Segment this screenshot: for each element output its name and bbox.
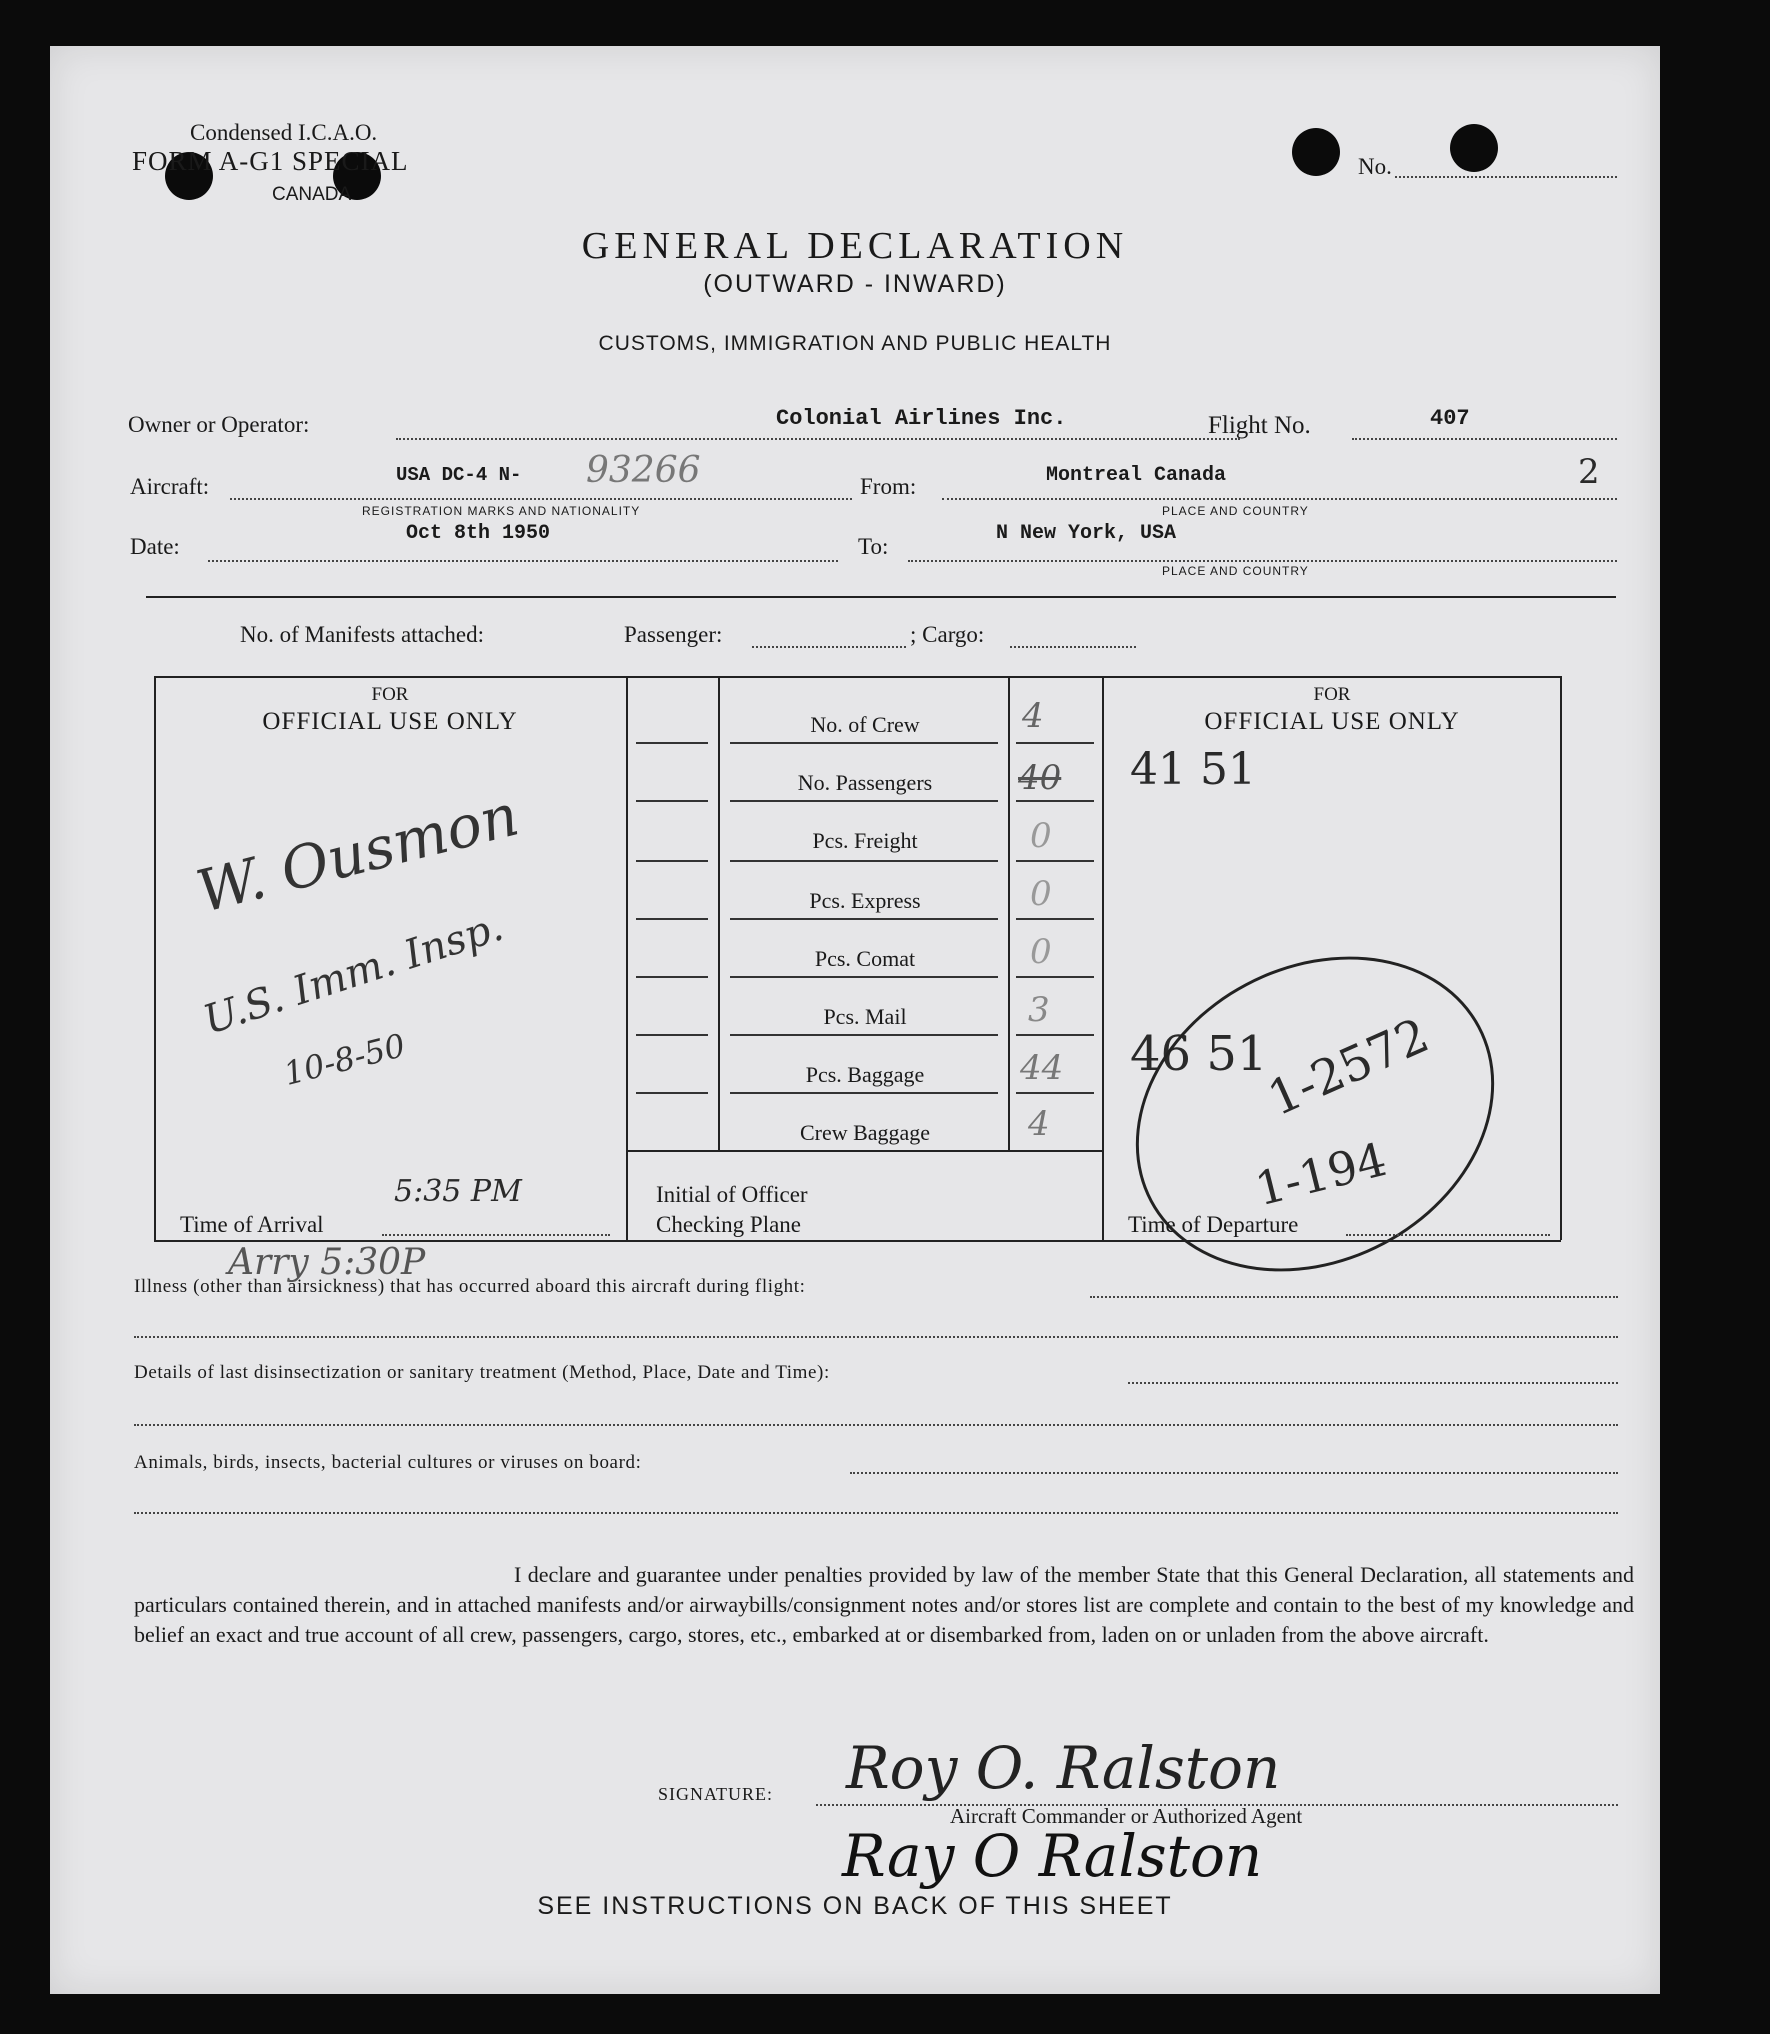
row-line (636, 800, 708, 802)
form-header-line2: FORM A-G1 SPECIAL (132, 146, 409, 176)
initial-officer-line2: Checking Plane (656, 1212, 801, 1237)
date-value: Oct 8th 1950 (406, 522, 551, 545)
form-number-line (1395, 176, 1617, 178)
form-sheet (50, 46, 1660, 1994)
table-divider-4 (1102, 676, 1104, 1240)
signature-value: Roy O. Ralston (846, 1734, 1281, 1802)
from-line (942, 498, 1617, 500)
row-line (636, 742, 708, 744)
time-of-departure-label: Time of Departure (1128, 1212, 1299, 1237)
manifests-label: No. of Manifests attached: (240, 622, 484, 647)
animals-line-2 (134, 1512, 1618, 1514)
flight-label: Flight No. (1208, 412, 1311, 439)
place-caption-to: PLACE AND COUNTRY (1162, 564, 1309, 578)
row-value-crew: 4 (1022, 696, 1044, 736)
initial-officer-line1: Initial of Officer (656, 1182, 808, 1207)
owner-line (396, 438, 1240, 440)
left-header-small: FOR (371, 684, 409, 705)
row-line (730, 860, 998, 862)
oval-line2: 1-194 (1250, 1131, 1392, 1217)
row-value-crew-baggage: 4 (1028, 1104, 1050, 1144)
right-header-small: FOR (1313, 684, 1351, 705)
right-note-baggage: 46 51 (1130, 1026, 1268, 1082)
time-of-arrival-hand: 5:35 PM (394, 1174, 522, 1209)
aircraft-label: Aircraft: (130, 474, 210, 499)
row-value-comat: 0 (1030, 932, 1052, 972)
aircraft-typed: USA DC-4 N- (396, 464, 522, 486)
row-line (730, 1092, 998, 1094)
aircraft-handwritten: 93266 (586, 450, 701, 491)
table-left-border (154, 676, 156, 1240)
row-label-freight: Pcs. Freight (812, 828, 918, 853)
place-caption-from: PLACE AND COUNTRY (1162, 504, 1309, 518)
disinsect-label: Details of last disinsectization or sanitary treatment (Method, Place, Date and Time): (134, 1362, 830, 1383)
from-label: From: (860, 474, 917, 499)
oval-annotation (1080, 896, 1549, 1333)
row-line (636, 1034, 708, 1036)
signature-caption: Aircraft Commander or Authorized Agent (950, 1804, 1303, 1828)
illness-label: Illness (other than airsickness) that has occurred aboard this aircraft during flight: (134, 1276, 806, 1297)
row-line (636, 976, 708, 978)
time-of-arrival-line (382, 1234, 610, 1236)
page-subtitle: (OUTWARD - INWARD) (703, 270, 1007, 298)
left-header: OFFICIAL USE ONLY (262, 708, 518, 735)
cargo-manifest-line (1010, 646, 1136, 648)
page-subheading: CUSTOMS, IMMIGRATION AND PUBLIC HEALTH (598, 332, 1112, 355)
declaration-text: I declare and guarantee under penalties provided by law of the member State that this General Declaration, all statements and particulars contained therein, and in attached manifests and/or airwaybills/consignment notes and/or stores list are complete and contain to the best of my knowledge and belief an exact and true account of all crew, passengers, cargo, stores, etc., embarked at or disembarked from, laden on or unladen from the above aircraft. (134, 1562, 1634, 1647)
row-label-crew: No. of Crew (810, 712, 920, 737)
row-label-crew-baggage: Crew Baggage (799, 1120, 931, 1145)
row-line (1016, 1034, 1094, 1036)
row-value-express: 0 (1030, 874, 1052, 914)
row-line (1016, 800, 1094, 802)
row-line (1016, 1092, 1094, 1094)
row-line (730, 918, 998, 920)
signature-label: SIGNATURE: (658, 1784, 774, 1804)
flight-value: 407 (1430, 406, 1470, 431)
punch-hole (1292, 128, 1340, 176)
row-line (636, 1092, 708, 1094)
row-line (730, 976, 998, 978)
table-row-bottom (626, 1150, 1102, 1152)
right-header: OFFICIAL USE ONLY (1204, 708, 1460, 735)
disinsect-line-2 (134, 1424, 1618, 1426)
form-header-line1: Condensed I.C.A.O. (190, 120, 378, 145)
signature-value-second: Ray O Ralston (842, 1822, 1263, 1890)
arrival-stamp-note: Arry 5:30P (228, 1242, 426, 1283)
punch-hole (1450, 124, 1498, 172)
row-line (730, 742, 998, 744)
animals-line-1 (850, 1472, 1618, 1474)
row-line (730, 800, 998, 802)
disinsect-line-1 (1128, 1382, 1618, 1384)
form-number-label: No. (1358, 154, 1392, 179)
row-line (1016, 918, 1094, 920)
owner-label: Owner or Operator: (128, 412, 310, 437)
owner-value: Colonial Airlines Inc. (776, 406, 1067, 431)
page-title: GENERAL DECLARATION (581, 225, 1129, 267)
footer-instructions: SEE INSTRUCTIONS ON BACK OF THIS SHEET (537, 1892, 1173, 1920)
row-label-express: Pcs. Express (809, 888, 921, 913)
time-of-arrival-label: Time of Arrival (180, 1212, 324, 1237)
row-line (636, 860, 708, 862)
row-label-baggage: Pcs. Baggage (805, 1062, 925, 1087)
illness-line-2 (134, 1336, 1618, 1338)
registration-caption: REGISTRATION MARKS AND NATIONALITY (362, 504, 641, 518)
header-separator (146, 596, 1616, 598)
from-value: Montreal Canada (1046, 464, 1227, 487)
inspector-signature: W. Ousmon (190, 780, 525, 926)
row-label-mail: Pcs. Mail (823, 1004, 907, 1029)
row-line (1016, 742, 1094, 744)
row-label-passengers: No. Passengers (797, 770, 933, 795)
animals-label: Animals, birds, insects, bacterial cultures or viruses on board: (134, 1452, 642, 1473)
table-top-border (154, 676, 1561, 678)
row-value-mail: 3 (1028, 990, 1050, 1030)
manifests-passenger-label: Passenger: (624, 622, 723, 647)
table-divider-2 (718, 676, 720, 1152)
passenger-manifest-line (752, 646, 906, 648)
oval-line1: 1-2572 (1260, 1007, 1438, 1128)
table-divider-1 (626, 676, 628, 1240)
flight-line (1352, 438, 1617, 440)
date-line (208, 560, 838, 562)
right-note-passengers: 41 51 (1130, 744, 1256, 795)
date-label: Date: (130, 534, 180, 559)
manifests-cargo-label: ; Cargo: (910, 622, 985, 647)
to-label: To: (858, 534, 889, 559)
row-value-passengers: 40 (1018, 758, 1062, 798)
inspector-date: 10-8-50 (280, 1026, 409, 1093)
row-value-freight: 0 (1030, 816, 1052, 856)
row-label-comat: Pcs. Comat (814, 946, 916, 971)
row-value-baggage: 44 (1020, 1048, 1064, 1088)
inspector-title: U.S. Imm. Insp. (198, 903, 509, 1044)
row-line (1016, 860, 1094, 862)
row-line (1016, 976, 1094, 978)
to-value: N New York, USA (996, 522, 1177, 545)
table-right-border (1560, 676, 1562, 1240)
illness-line-1 (1090, 1296, 1618, 1298)
table-divider-3 (1008, 676, 1010, 1152)
form-header-line3: CANADA (272, 184, 352, 205)
aircraft-line (230, 498, 852, 500)
time-of-departure-line (1346, 1234, 1550, 1236)
row-line (730, 1034, 998, 1036)
page-mark: 2 (1578, 452, 1600, 492)
row-line (636, 918, 708, 920)
to-line (908, 560, 1617, 562)
